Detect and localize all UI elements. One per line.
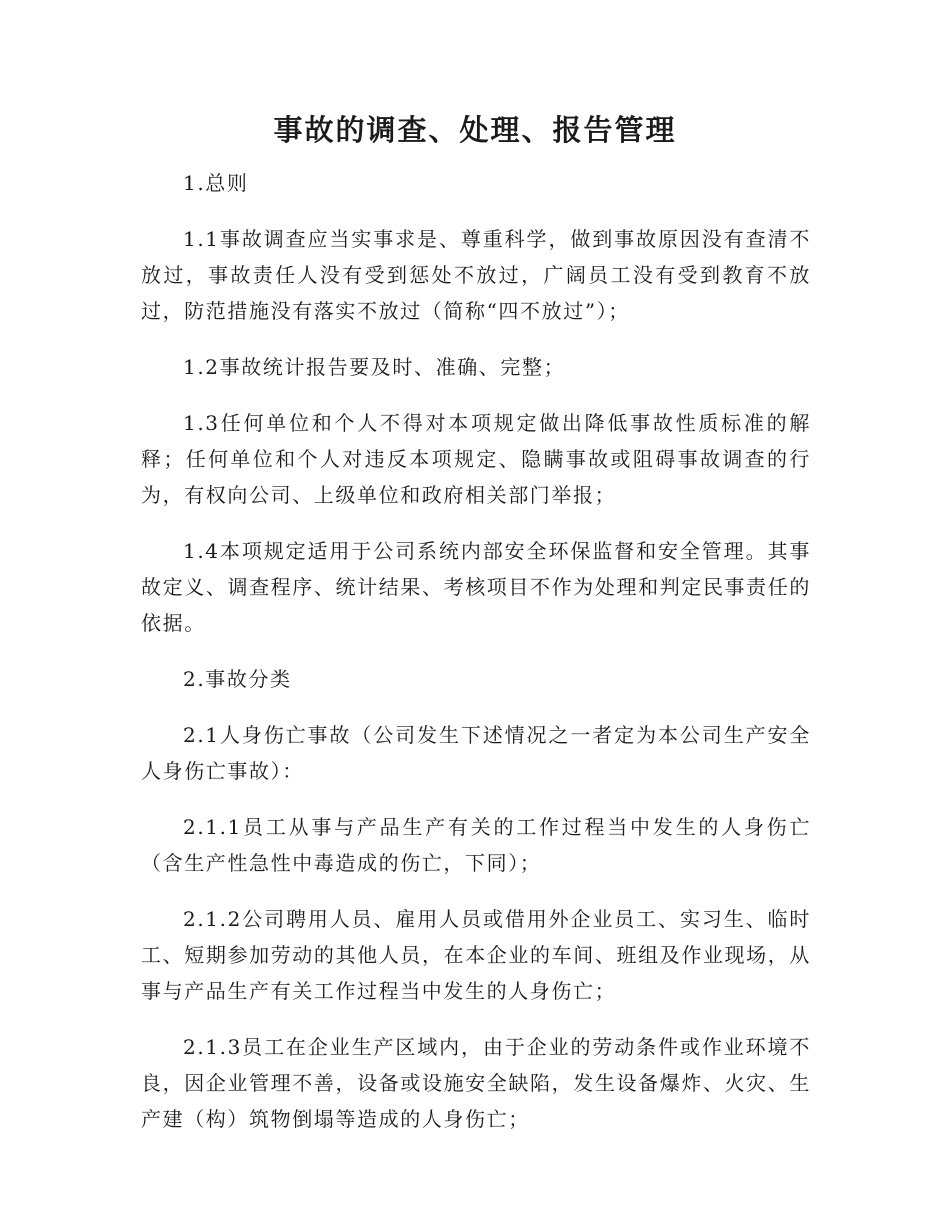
- paragraph-2-1-1: 2.1.1员工从事与产品生产有关的工作过程当中发生的人身伤亡（含生产性急性中毒造成的伤亡，下同）；: [141, 815, 811, 875]
- document-title: 事故的调查、处理、报告管理: [273, 113, 677, 147]
- paragraph-2-1-3: 2.1.3员工在企业生产区域内，由于企业的劳动条件或作业环境不良，因企业管理不善，设备或设施安全缺陷，发生设备爆炸、火灾、生产建（构）筑物倒塌等造成的人身伤亡；: [141, 1035, 811, 1131]
- paragraph-1-3: 1.3任何单位和个人不得对本项规定做出降低事故性质标准的解释；任何单位和个人对违反本项规定、隐瞒事故或阻碍事故调查的行为，有权向公司、上级单位和政府相关部门举报；: [141, 411, 811, 507]
- document-body: [141, 165, 811, 1157]
- paragraph-1-1: 1.1事故调查应当实事求是、尊重科学，做到事故原因没有查清不放过，事故责任人没有受到惩处不放过，广阔员工没有受到教育不放过，防范措施没有落实不放过（简称“四不放过”）；: [141, 227, 811, 323]
- paragraph-1-2: 1.2事故统计报告要及时、准确、完整；: [183, 355, 566, 379]
- paragraph-2-1-2: 2.1.2公司聘用人员、雇用人员或借用外企业员工、实习生、临时工、短期参加劳动的其他人员，在本企业的车间、班组及作业现场，从事与产品生产有关工作过程当中发生的人身伤亡；: [141, 907, 811, 1003]
- paragraph-accident-classification: 2.事故分类: [183, 667, 292, 691]
- paragraph-2-1: 2.1人身伤亡事故（公司发生下述情况之一者定为本公司生产安全人身伤亡事故）：: [141, 723, 811, 783]
- paragraph-general: 1.总则: [183, 171, 249, 195]
- paragraph-1-4: 1.4本项规定适用于公司系统内部安全环保监督和安全管理。其事故定义、调查程序、统计结果、考核项目不作为处理和判定民事责任的依据。: [141, 539, 811, 635]
